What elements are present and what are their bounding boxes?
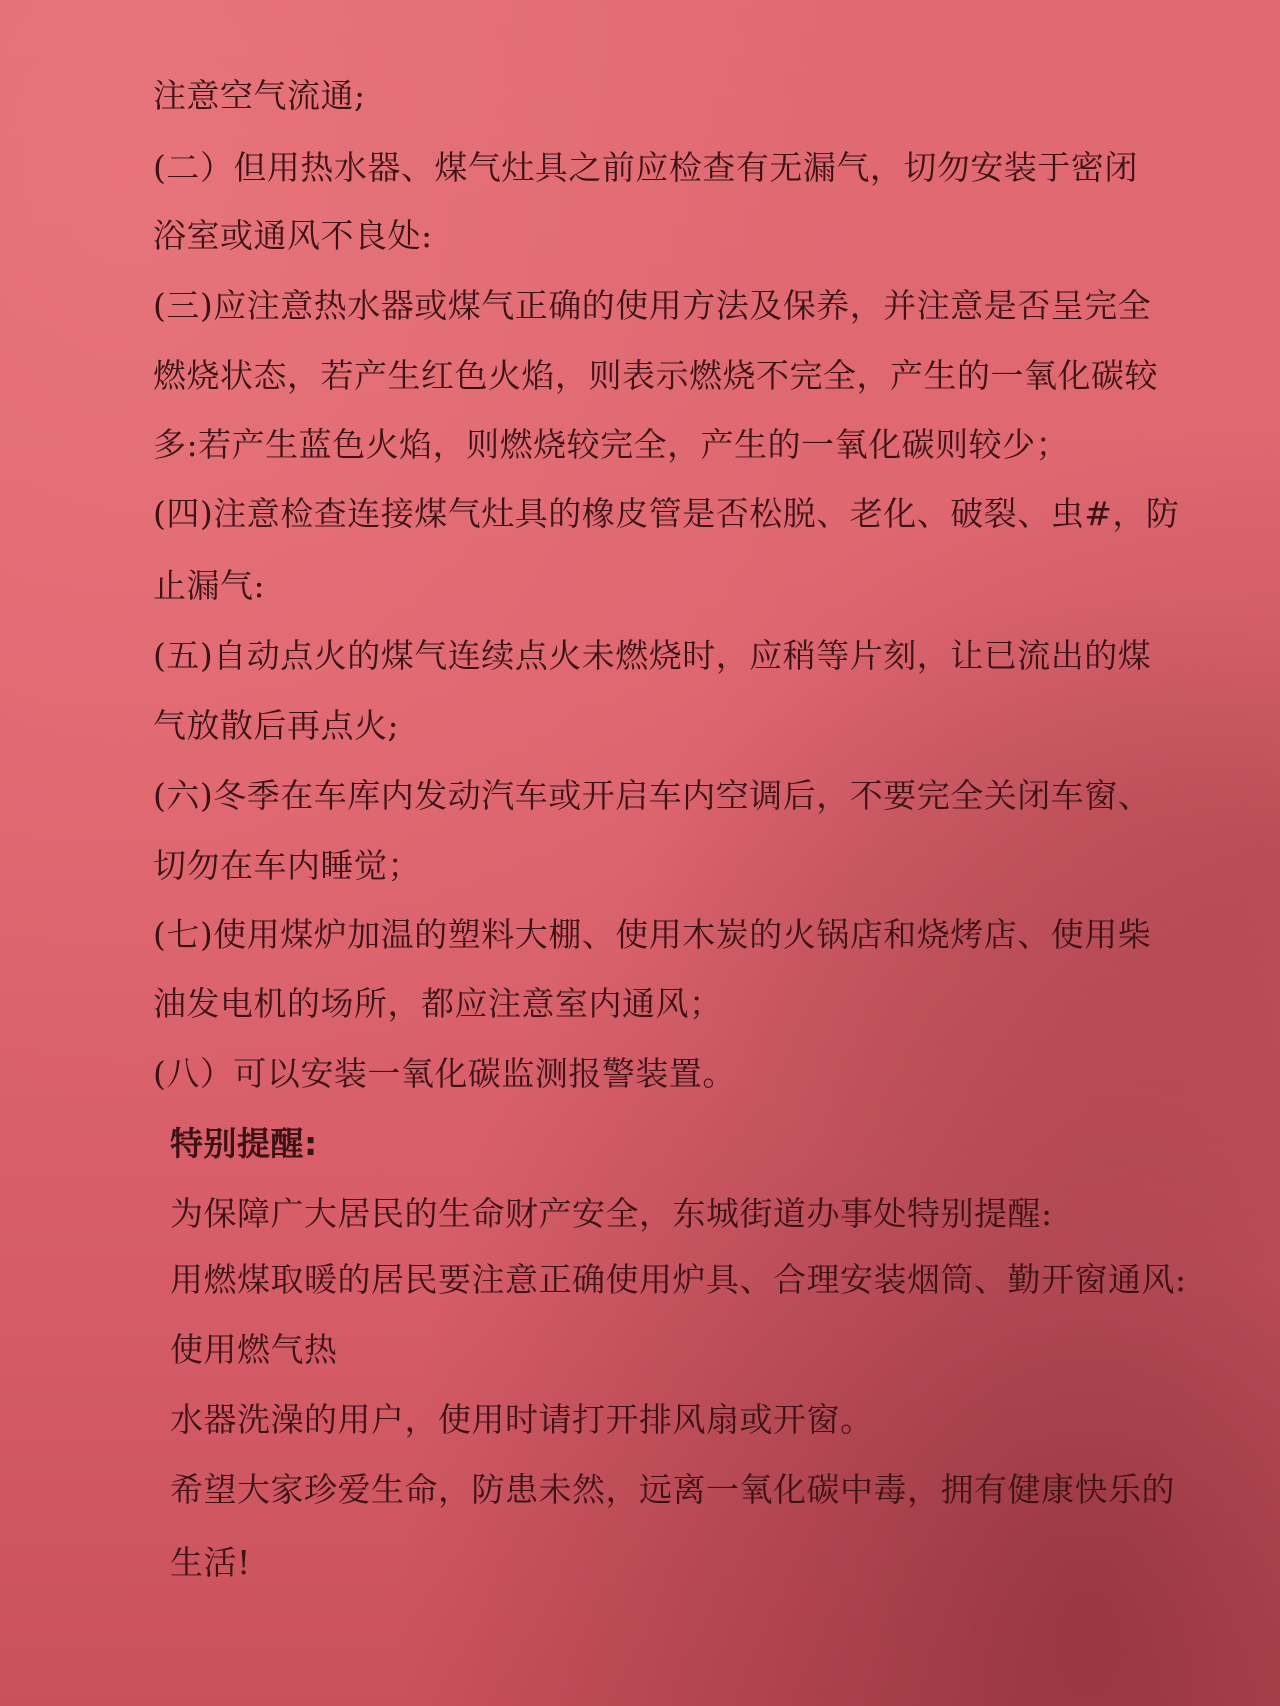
body-line-22: 生活! (170, 1543, 251, 1582)
body-line-3: 浴室或通风不良处: (153, 216, 433, 255)
body-line-8: 止漏气: (153, 566, 266, 605)
body-line-12: 切勿在车内睡觉； (153, 846, 421, 885)
body-line-15: (八）可以安装一氧化碳监测报警装置。 (153, 1054, 736, 1093)
body-line-11: (六)冬季在车库内发动汽车或开启车内空调后，不要完全关闭车窗、 (153, 776, 1152, 815)
body-line-21: 希望大家珍爱生命，防患未然，远离一氧化碳中毒，拥有健康快乐的 (170, 1470, 1175, 1509)
body-line-14: 油发电机的场所，都应注意室内通风； (153, 984, 723, 1023)
body-line-19: 使用燃气热 (170, 1330, 338, 1369)
body-line-6: 多:若产生蓝色火焰，则燃烧较完全，产生的一氧化碳则较少； (153, 425, 1070, 464)
body-line-2: (二）但用热水器、煤气灶具之前应检查有无漏气，切勿安装于密闭 (153, 148, 1138, 187)
body-line-20: 水器洗澡的用户，使用时请打开排风扇或开窗。 (170, 1400, 874, 1439)
body-line-7: (四)注意检查连接煤气灶具的橡皮管是否松脱、老化、破裂、虫#，防 (153, 494, 1180, 533)
body-line-17: 为保障广大居民的生命财产安全，东城街道办事处特别提醒: (170, 1194, 1053, 1233)
body-line-1: 注意空气流通; (153, 76, 366, 115)
body-line-13: (七)使用煤炉加温的塑料大棚、使用木炭的火锅店和烧烤店、使用柴 (153, 915, 1152, 954)
body-line-10: 气放散后再点火; (153, 706, 400, 745)
body-line-18: 用燃煤取暖的居民要注意正确使用炉具、合理安装烟筒、勤开窗通风: (170, 1260, 1187, 1299)
section-heading: 特别提醒: (170, 1124, 318, 1163)
body-line-9: (五)自动点火的煤气连续点火未燃烧时，应稍等片刻，让已流出的煤 (153, 636, 1152, 675)
body-line-5: 燃烧状态，若产生红色火焰，则表示燃烧不完全，产生的一氧化碳较 (153, 356, 1158, 395)
body-line-4: (三)应注意热水器或煤气正确的使用方法及保养，并注意是否呈完全 (153, 286, 1152, 325)
